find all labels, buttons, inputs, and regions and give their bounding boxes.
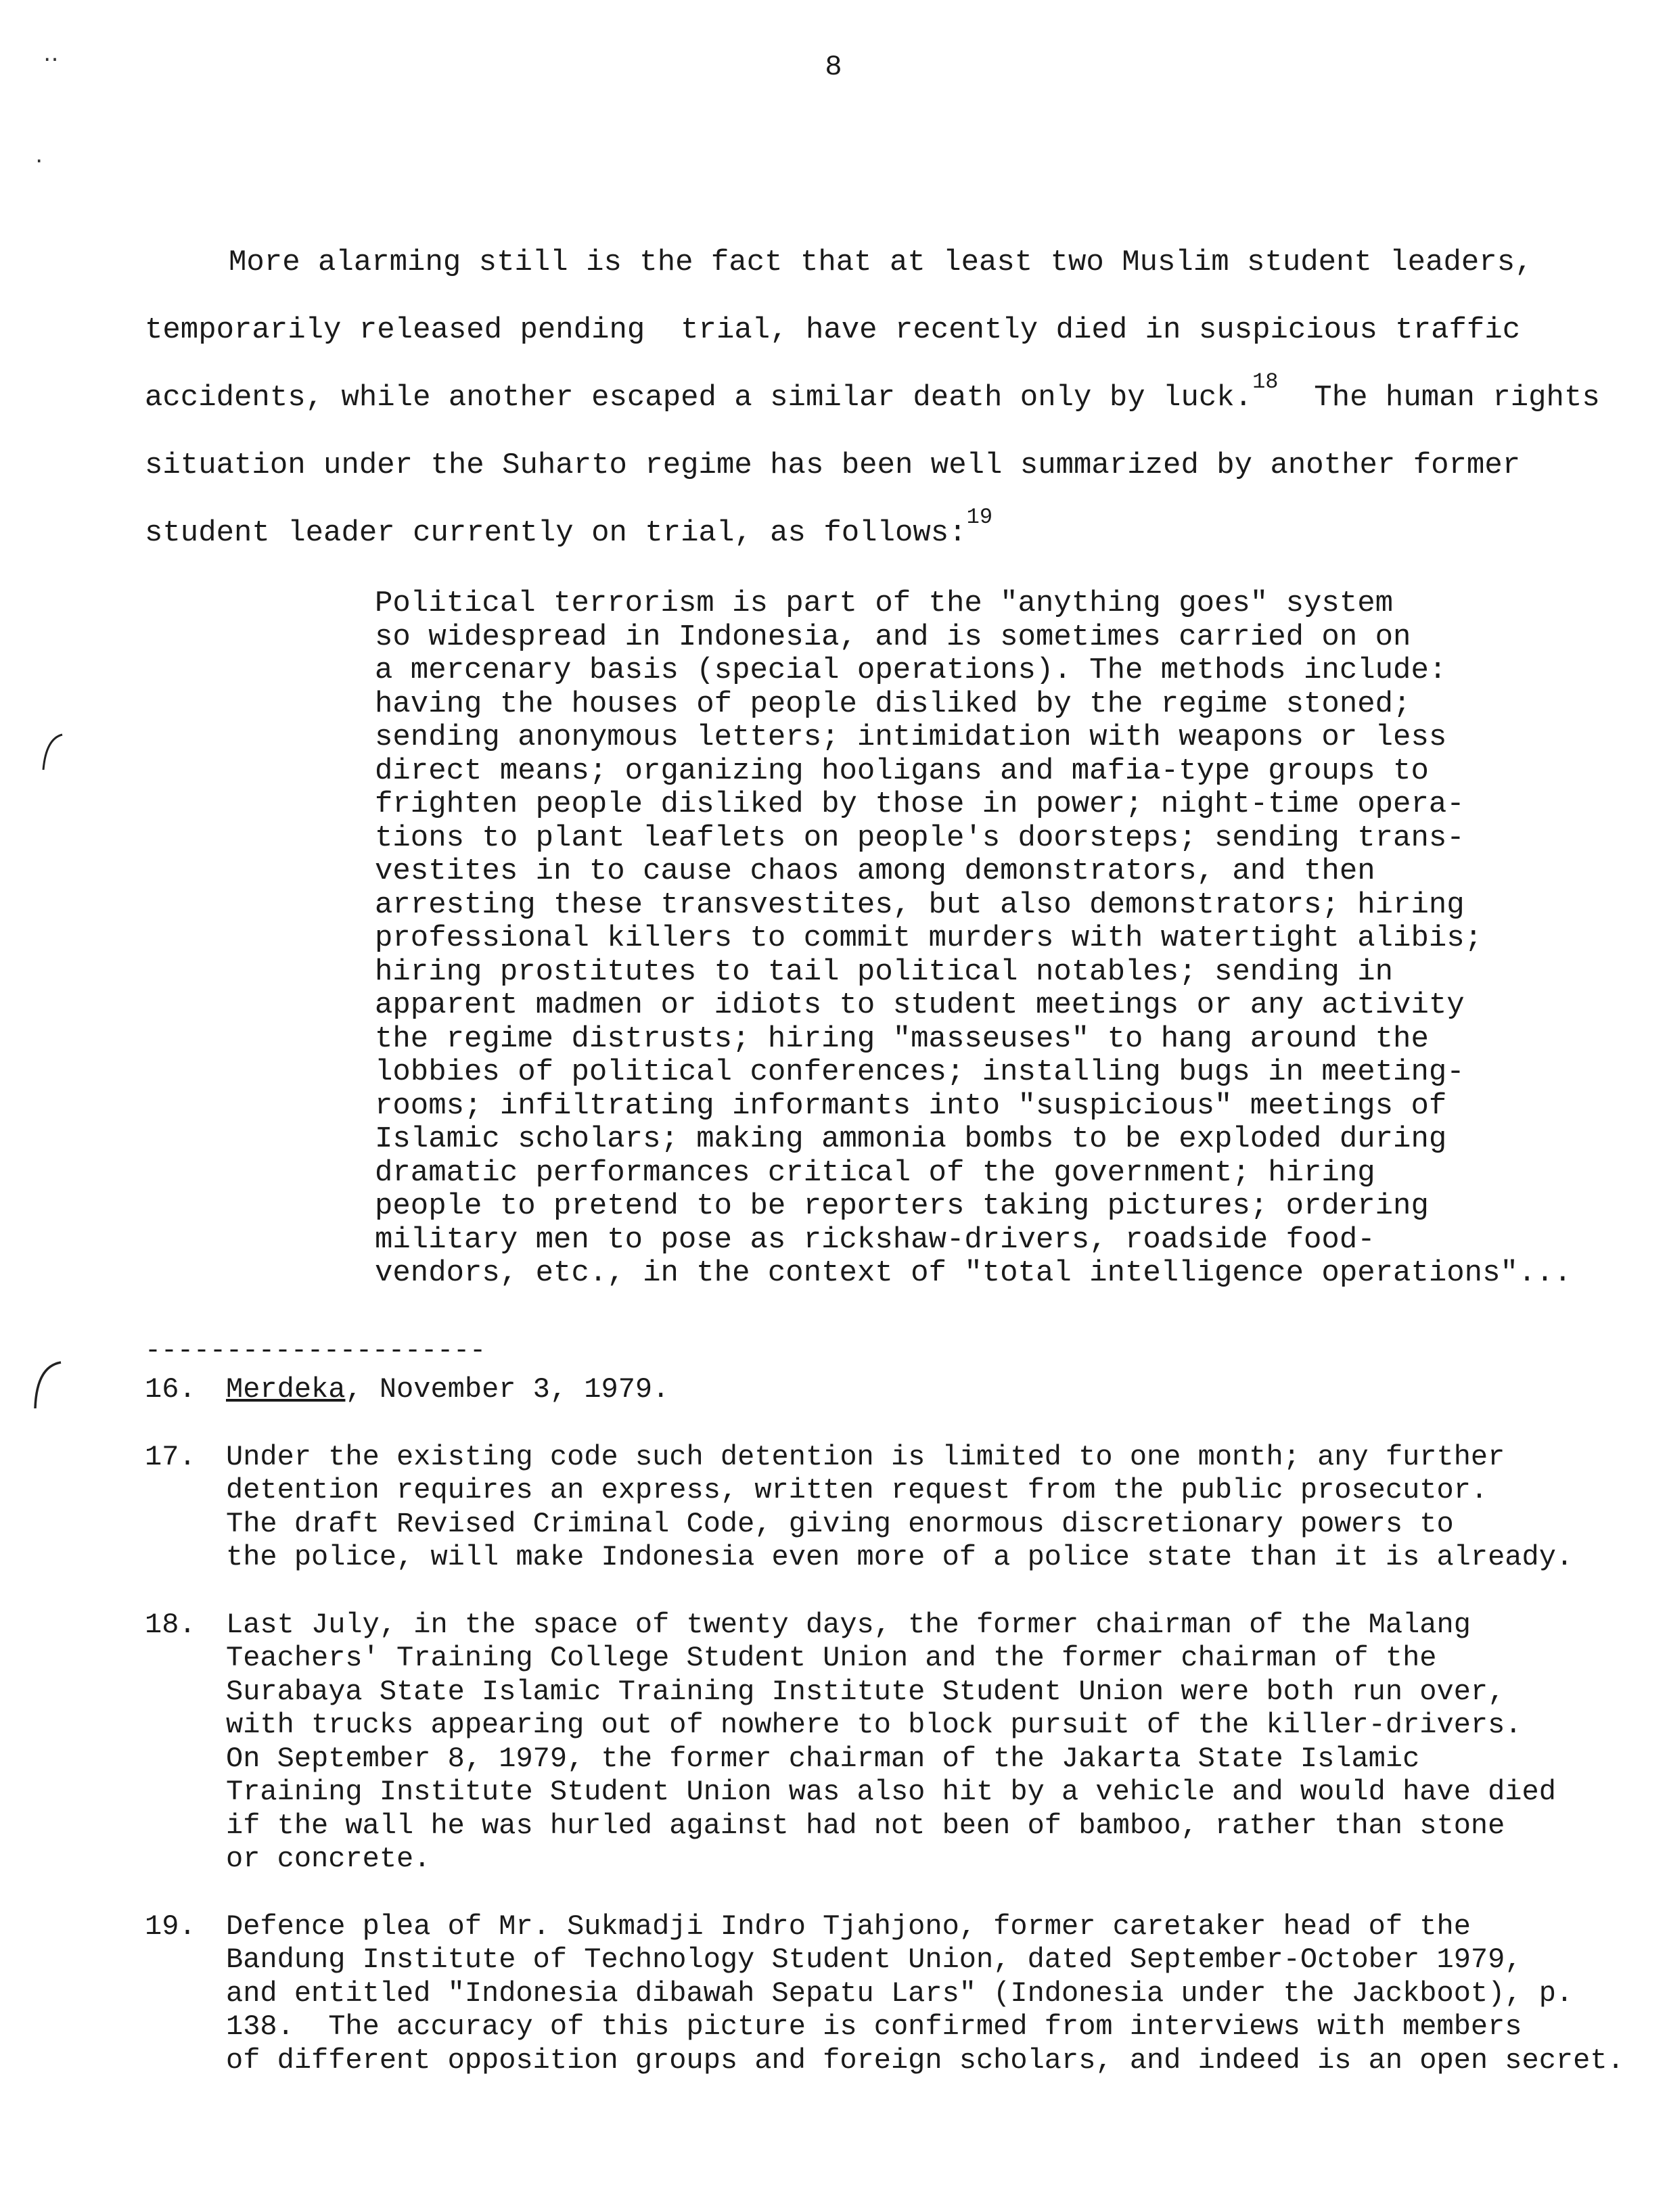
quote-line: direct means; organizing hooligans and mafia-type groups to	[375, 754, 1429, 788]
body-line: More alarming still is the fact that at least two Muslim student leaders,	[229, 246, 1533, 279]
scan-mark-dots-top: ‥	[43, 40, 59, 67]
quote-line: having the houses of people disliked by the regime stoned;	[375, 687, 1411, 721]
quote-line: frighten people disliked by those in power; night-time opera-	[375, 787, 1465, 821]
block-quote	[375, 586, 1572, 1291]
quote-line: tions to plant leaflets on people's doorsteps; sending trans-	[375, 821, 1465, 855]
quote-line: apparent madmen or idiots to student meetings or any activity	[375, 988, 1465, 1022]
quote-line: hiring prostitutes to tail political notables; sending in	[375, 954, 1394, 989]
scan-mark-bracket-lower	[30, 1358, 64, 1412]
quote-line: Political terrorism is part of the "anything goes" system	[375, 586, 1394, 620]
quote-line: a mercenary basis (special operations). The methods include:	[375, 653, 1447, 687]
quote-line: arresting these transvestites, but also demonstrators; hiring	[375, 888, 1465, 922]
quote-line: people to pretend to be reporters taking pictures; ordering	[375, 1189, 1429, 1223]
body-line: student leader currently on trial, as follows:$^{19}$	[145, 505, 993, 550]
footnote-source: Merdeka	[226, 1373, 346, 1406]
footnote-ref-19[interactable]: 19	[966, 505, 993, 530]
body-paragraph	[145, 229, 1600, 567]
body-line: situation under the Suharto regime has been well summarized by another former	[145, 448, 1521, 482]
footnote-number: 19.	[145, 1910, 196, 1943]
scan-mark-dots-second: ․	[35, 141, 43, 168]
footnotes	[145, 1373, 1624, 2077]
footnote-number: 18.	[145, 1608, 196, 1641]
footnote-16: 16. Merdeka, November 3, 1979.	[145, 1373, 670, 1406]
quote-line: military men to pose as rickshaw-drivers, roadside food-	[375, 1222, 1375, 1257]
quote-line: dramatic performances critical of the government; hiring	[375, 1155, 1375, 1190]
footnote-19: 19. Defence plea of Mr. Sukmadji Indro Tjahjono, former caretaker head of the Bandung Institute of Technology Student Union, dated September-October 1979, and entitled "Indonesia dibawah Sepatu Lars" (Indonesia under the Jackboot), p. 138. The accuracy of this picture is confirmed from interviews with members of different opposition groups and foreign scholars, and indeed is an open secret.	[145, 1910, 1624, 2077]
footnote-number: 16.	[145, 1373, 196, 1406]
footnote-ref-18[interactable]: 18	[1252, 369, 1279, 394]
quote-line: vendors, etc., in the context of "total intelligence operations"...	[375, 1256, 1572, 1290]
footnote-separator: ---------------------	[145, 1336, 486, 1366]
quote-line: sending anonymous letters; intimidation with weapons or less	[375, 720, 1447, 754]
quote-line: professional killers to commit murders with watertight alibis;	[375, 921, 1483, 955]
quote-line: the regime distrusts; hiring "masseuses" to hang around the	[375, 1021, 1429, 1056]
body-line: accidents, while another escaped a similar death only by luck.$^{18}$ The human rights	[145, 369, 1600, 415]
footnote-18: 18. Last July, in the space of twenty days, the former chairman of the Malang Teachers' Training College Student Union and the former chairman of the Surabaya State Islamic Training Institute Student Union were both run over, with trucks appearing out of nowhere to block pursuit of the killer-drivers. On September 8, 1979, the former chairman of the Jakarta State Islamic Training Institute Student Union was also hit by a vehicle and would have died if the wall he was hurled against had not been of bamboo, rather than stone or concrete.	[145, 1608, 1556, 1875]
quote-line: so widespread in Indonesia, and is sometimes carried on on	[375, 620, 1411, 654]
scan-mark-bracket-upper	[39, 732, 66, 773]
quote-line: rooms; infiltrating informants into "suspicious" meetings of	[375, 1088, 1447, 1123]
page-number: 8	[825, 51, 842, 83]
footnote-number: 17.	[145, 1440, 196, 1473]
footnote-17: 17. Under the existing code such detention is limited to one month; any further detention requires an express, written request from the public prosecutor. The draft Revised Criminal Code, giving enormous discretionary powers to the police, will make Indonesia even more of a police state than it is already.	[145, 1440, 1574, 1573]
quote-line: lobbies of political conferences; installing bugs in meeting-	[375, 1055, 1465, 1089]
quote-line: Islamic scholars; making ammonia bombs to be exploded during	[375, 1122, 1447, 1156]
body-line: temporarily released pending trial, have recently died in suspicious traffic	[145, 313, 1521, 347]
quote-line: vestites in to cause chaos among demonstrators, and then	[375, 854, 1375, 888]
